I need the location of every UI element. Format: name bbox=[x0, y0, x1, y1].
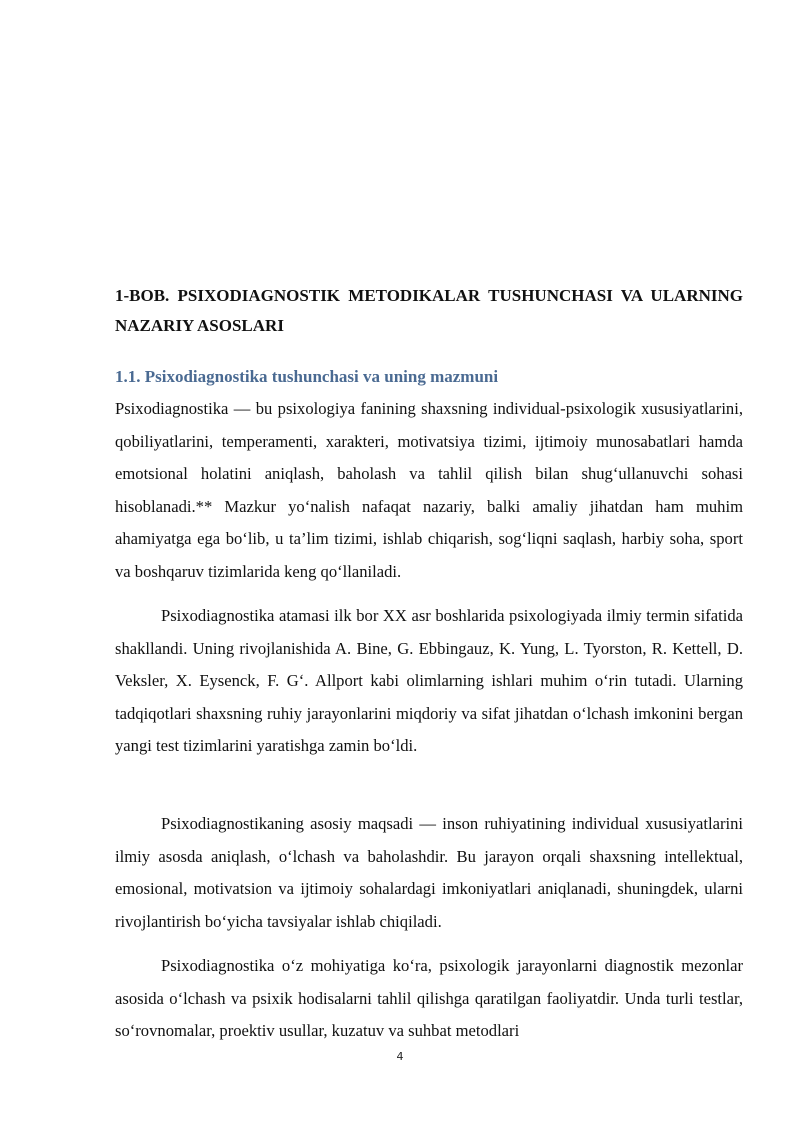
paragraph-1: Psixodiagnostika — bu psixologiya fanining shaxsning individual-psixologik xususiyatlarini, qobiliyatlarini, temperamenti, xarakteri, motivatsiya tizimi, ijtimoiy munosabatlari hamda emotsional holatini aniqlash, baholash va tahlil qilish bilan shug‘ullanuvchi sohasi hisoblanadi.** Mazkur yo‘nalish nafaqat nazariy, balki amaliy jihatdan ham muhim ahamiyatga ega bo‘lib, u ta’lim tizimi, ishlab chiqarish, sog‘liqni saqlash, harbiy soha, sport va boshqaruv tizimlarida keng qo‘llaniladi. bbox=[115, 399, 743, 581]
page-number: 4 bbox=[396, 1050, 404, 1063]
paragraph-4: Psixodiagnostika o‘z mohiyatiga ko‘ra, psixologik jarayonlarni diagnostik mezonlar asosida o‘lchash va psixik hodisalarni tahlil qilishga qaratilgan faoliyatdir. Unda turli testlar, so‘rovnomalar, proektiv usullar, kuzatuv va suhbat metodlari bbox=[115, 956, 743, 1040]
chapter-heading: 1-BOB. PSIXODIAGNOSTIK METODIKALAR TUSHUNCHASI VA ULARNING NAZARIY ASOSLARI bbox=[115, 286, 743, 335]
section-heading: 1.1. Psixodiagnostika tushunchasi va uning mazmuni bbox=[115, 367, 499, 386]
paragraph-3: Psixodiagnostikaning asosiy maqsadi — inson ruhiyatining individual xususiyatlarini ilmiy asosda aniqlash, o‘lchash va baholashdir. Bu jarayon orqali shaxsning intellektual, emosional, motivatsion va ijtimoiy sohalardagi imkoniyatlari aniqlanadi, shuningdek, ularni rivojlantirish bo‘yicha tavsiyalar ishlab chiqiladi. bbox=[115, 814, 743, 931]
paragraph-2: Psixodiagnostika atamasi ilk bor XX asr boshlarida psixologiyada ilmiy termin sifatida shakllandi. Uning rivojlanishida A. Bine, G. Ebbingauz, K. Yung, L. Tyorston, R. Kettell, D. Veksler, X. Eysenck, F. G‘. Allport kabi olimlarning ishlari muhim o‘rin tutadi. Ularning tadqiqotlari shaxsning ruhiy jarayonlarini miqdoriy va sifat jihatdan o‘lchash imkonini bergan yangi test tizimlarini yaratishga zamin bo‘ldi. bbox=[115, 606, 743, 755]
